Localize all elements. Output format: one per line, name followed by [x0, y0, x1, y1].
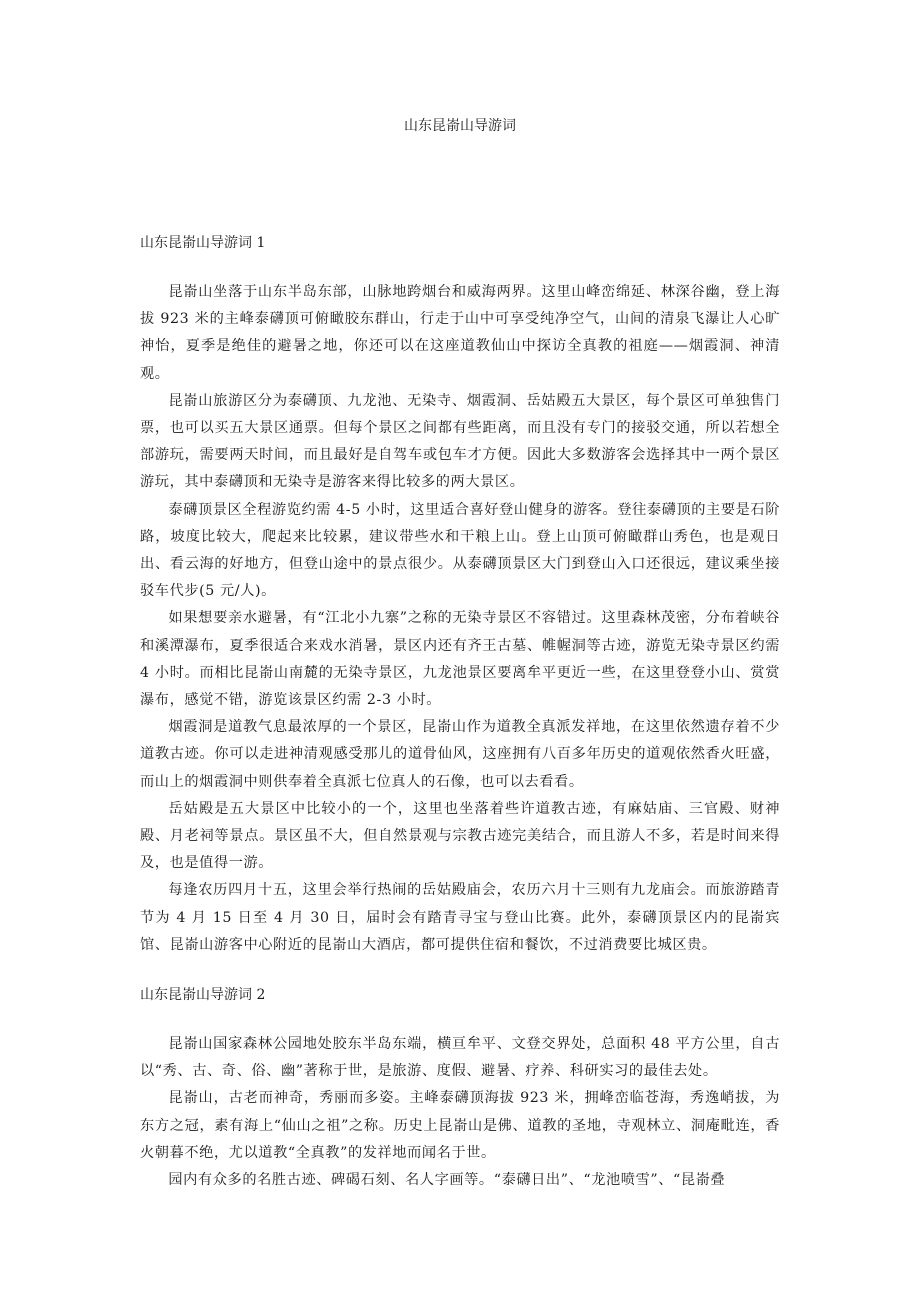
paragraph: 园内有众多的名胜古迹、碑碣石刻、名人字画等。“泰礴日出”、“龙池喷雪”、“昆嵛叠: [168, 1172, 726, 1189]
section-heading-2: 山东昆嵛山导游词 2: [140, 987, 266, 1003]
paragraph: 昆嵛山坐落于山东半岛东部，山脉地跨烟台和威海两界。这里山峰峦绵延、林深谷幽，登上海拔 923 米的主峰泰礴顶可俯瞰胶东群山，行走于山中可享受纯净空气，山间的清泉飞瀑让人心旷神怡，夏季是绝佳的避暑之地，你还可以在这座道教仙山中探访全真教的祖庭——烟霞洞、神清观。: [140, 284, 780, 382]
paragraph: 昆嵛山国家森林公园地处胶东半岛东端，横亘牟平、文登交界处，总面积 48 平方公里，自古以“秀、古、奇、俗、幽”著称于世，是旅游、度假、避暑、疗养、科研实习的最佳去处。: [140, 1036, 780, 1080]
paragraph: 烟霞洞是道教气息最浓厚的一个景区，昆嵛山作为道教全真派发祥地，在这里依然遗存着不少道教古迹。你可以走进神清观感受那儿的道骨仙风，这座拥有八百多年历史的道观依然香火旺盛，而山上的烟霞洞中则供奉着全真派七位真人的石像，也可以去看看。: [140, 719, 780, 790]
paragraph: 昆嵛山，古老而神奇，秀丽而多姿。主峰泰礴顶海拔 923 米，拥峰峦临苍海，秀逸峭拔，为东方之冠，素有海上“仙山之祖”之称。历史上昆嵛山是佛、道教的圣地，寺观林立、洞庵毗连，香火朝暮不绝，尤以道教“全真教”的发祥地而闻名于世。: [140, 1090, 780, 1161]
section-body-2: [140, 1031, 780, 1194]
section-heading-1: 山东昆嵛山导游词 1: [140, 235, 266, 251]
paragraph: 岳姑殿是五大景区中比较小的一个，这里也坐落着些许道教古迹，有麻姑庙、三官殿、财神殿、月老祠等景点。景区虽不大，但自然景观与宗教古迹完美结合，而且游人不多，若是时间来得及，也是值得一游。: [140, 800, 780, 872]
paragraph: 泰礴顶景区全程游览约需 4-5 小时，这里适合喜好登山健身的游客。登往泰礴顶的主要是石阶路，坡度比较大，爬起来比较累，建议带些水和干粮上山。登上山顶可俯瞰群山秀色，也是观日出、看云海的好地方，但登山途中的景点很少。从泰礴顶景区大门到登山入口还很远，建议乘坐接驳车代步(5 元/人)。: [140, 501, 780, 600]
section-body-1: [140, 279, 780, 959]
paragraph: 昆嵛山旅游区分为泰礴顶、九龙池、无染寺、烟霞洞、岳姑殿五大景区，每个景区可单独售门票，也可以买五大景区通票。但每个景区之间都有些距离，而且没有专门的接驳交通，所以若想全部游玩，需要两天时间，而且最好是自驾车或包车才方便。因此大多数游客会选择其中一两个景区游玩，其中泰礴顶和无染寺是游客来得比较多的两大景区。: [140, 392, 780, 491]
document-title: 山东昆嵛山导游词: [404, 118, 516, 134]
paragraph: 如果想要亲水避暑，有“江北小九寨”之称的无染寺景区不容错过。这里森林茂密，分布着峡谷和溪潭瀑布，夏季很适合来戏水消暑，景区内还有齐王古墓、帷幄洞等古迹，游览无染寺景区约需 4 小时。而相比昆嵛山南麓的无染寺景区，九龙池景区要离牟平更近一些，在这里登登小山、赏赏瀑布，感觉不错，游览该景区约需 2-3 小时。: [140, 610, 780, 709]
paragraph: 每逢农历四月十五，这里会举行热闹的岳姑殿庙会，农历六月十三则有九龙庙会。而旅游踏青节为 4 月 15 日至 4 月 30 日，届时会有踏青寻宝与登山比赛。此外，泰礴顶景区内的昆嵛宾馆、昆嵛山游客中心附近的昆嵛山大酒店，都可提供住宿和餐饮，不过消费要比城区贵。: [140, 882, 780, 953]
